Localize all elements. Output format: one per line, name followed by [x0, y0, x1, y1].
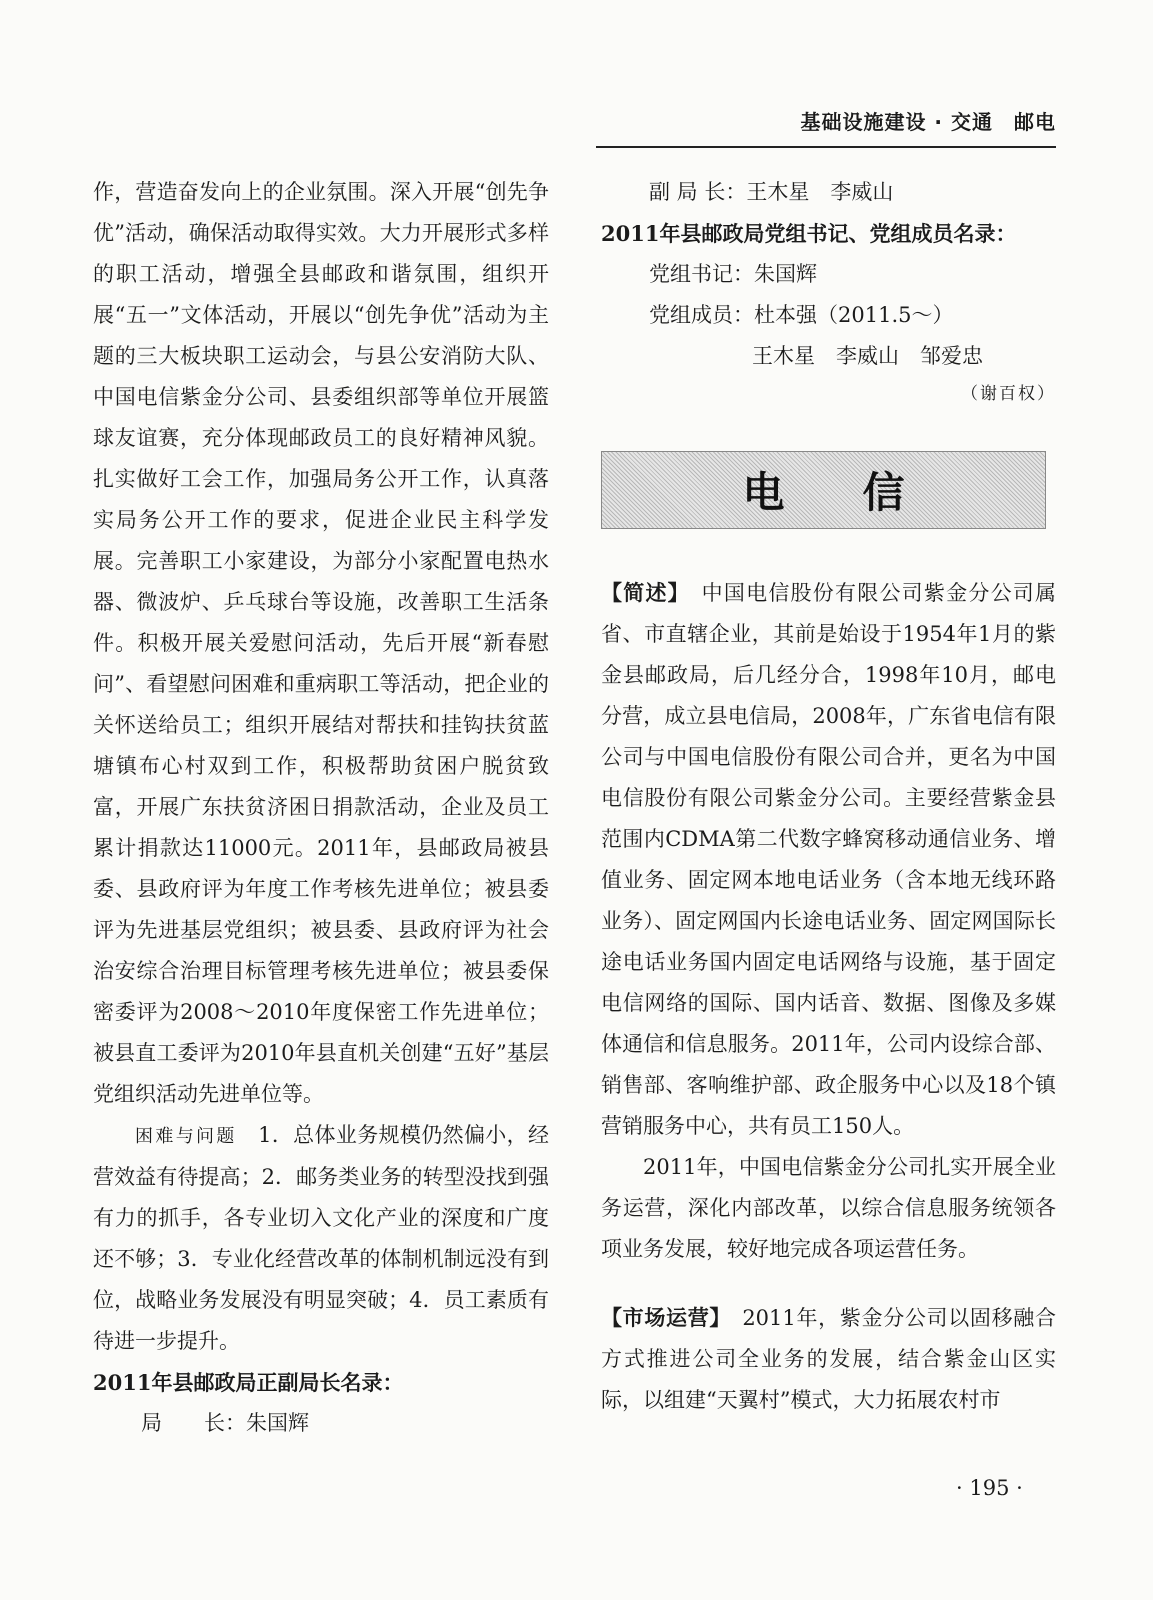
paragraph-gap [601, 1270, 1056, 1298]
intro-text: 中国电信股份有限公司紫金分公司属省、市直辖企业，其前是始设于1954年1月的紫金县邮政局，后几经分合，1998年10月，邮电分营，成立县电信局，2008年，广东省电信有限公司与中国电信股份有限公司合并，更名为中国电信股份有限公司紫金分公司。主要经营紫金县范围内CDMA第二代数字蜂窝移动通信业务、增值业务、固定网本地电话业务（含本地无线环路业务）、固定网国内长途电话业务、固定网国际长途电话业务国内固定电话网络与设施，基于固定电信网络的国际、国内话音、数据、图像及多媒体通信和信息服务。2011年，公司内设综合部、销售部、客响维护部、政企服务中心以及18个镇营销服务中心，共有员工150人。 [601, 581, 1057, 1138]
intro-label: 【简述】 [601, 581, 680, 605]
market-label: 【市场运营】 [601, 1306, 721, 1330]
members-row-2: 王木星 李威山 邹爱忠 [752, 344, 983, 368]
members-row-1: 党组成员：杜本强（2011.5～） [649, 303, 954, 327]
director-row: 局 长：朱国辉 [141, 1411, 309, 1435]
section-banner [601, 451, 1046, 529]
section-banner-title: 电信 [742, 468, 983, 517]
market-text: 2011年，紫金分公司以固移融合方式推进公司全业务的发展，结合紫金山区实际，以组建“天翼村”模式，大力拓展农村市 [601, 1306, 1056, 1412]
party-list-title: 2011年县邮政局党组书记、党组成员名录： [601, 221, 1017, 246]
market-paragraph [601, 1298, 1056, 1421]
left-column [93, 172, 549, 1444]
director-list-title: 2011年县邮政局正副局长名录： [93, 1370, 404, 1395]
header-rule [596, 146, 1056, 148]
problems-tag: 困难与问题 [135, 1126, 237, 1147]
deputy-row: 副 局 长：王木星 李威山 [649, 180, 894, 204]
intro-paragraph-2: 2011年，中国电信紫金分公司扎实开展全业务运营，深化内部改革，以综合信息服务统领各项业务发展，较好地完成各项运营任务。 [601, 1155, 1056, 1261]
page-number: · 195 · [956, 1476, 1023, 1500]
intro-paragraph [601, 573, 1056, 1147]
secretary-row: 党组书记：朱国辉 [649, 262, 817, 286]
right-column [601, 172, 1056, 1421]
problems-paragraph [93, 1115, 549, 1362]
running-header: 基础设施建设 · 交通 邮电 [800, 110, 1056, 134]
problems-text: 1．总体业务规模仍然偏小，经营效益有待提高；2．邮务类业务的转型没找到强有力的抓手，各专业切入文化产业的深度和广度还不够；3．专业化经营改革的体制机制远没有到位，战略业务发展没有明显突破；4．员工素质有待进一步提升。 [93, 1123, 550, 1353]
left-paragraph-1: 作，营造奋发向上的企业氛围。深入开展“创先争优”活动，确保活动取得实效。大力开展形式多样的职工活动，增强全县邮政和谐氛围，组织开展“五一”文体活动，开展以“创先争优”活动为主题的三大板块职工运动会，与县公安消防大队、中国电信紫金分公司、县委组织部等单位开展篮球友谊赛，充分体现邮政员工的良好精神风貌。扎实做好工会工作，加强局务公开工作，认真落实局务公开工作的要求，促进企业民主科学发展。完善职工小家建设，为部分小家配置电热水器、微波炉、乒乓球台等设施，改善职工生活条件。积极开展关爱慰问活动，先后开展“新春慰问”、看望慰问困难和重病职工等活动，把企业的关怀送给员工；组织开展结对帮扶和挂钩扶贫蓝塘镇布心村双到工作，积极帮助贫困户脱贫致富，开展广东扶贫济困日捐款活动，企业及员工累计捐款达11000元。2011年，县邮政局被县委、县政府评为年度工作考核先进单位；被县委评为先进基层党组织；被县委、县政府评为社会治安综合治理目标管理考核先进单位；被县委保密委评为2008～2010年度保密工作先进单位；被县直工委评为2010年县直机关创建“五好”基层党组织活动先进单位等。 [93, 180, 549, 1106]
author-credit: （谢百权） [961, 384, 1056, 404]
